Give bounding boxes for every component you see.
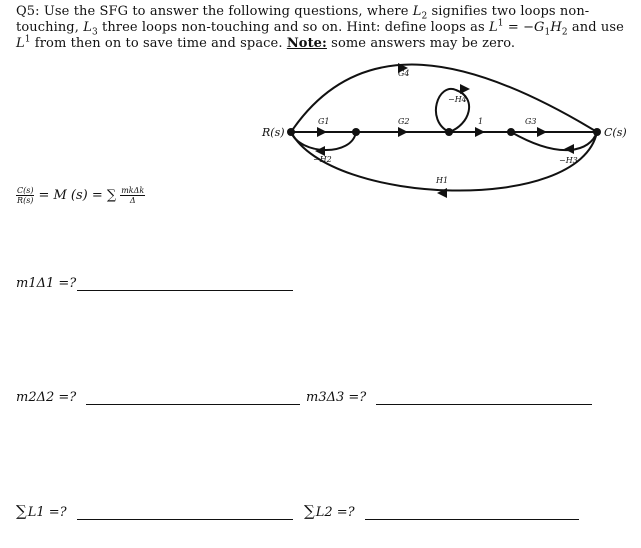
answer-sum-l1-label: L1 =?	[27, 505, 67, 520]
input-node-label: R(s)	[262, 126, 285, 139]
lhs-fraction	[16, 186, 34, 205]
question-mid2: three loops non-touching and so on. Hint: define loops as	[97, 20, 490, 35]
var-loop-def-eq: = −G	[503, 20, 545, 35]
question-prefix: Q5: Use the SFG to answer the following questions, where	[16, 4, 413, 19]
var-l3: L	[83, 20, 92, 35]
output-node-label: C(s)	[604, 126, 627, 139]
arrow-h3	[564, 144, 574, 154]
transfer-formula	[16, 186, 145, 205]
node-3	[445, 128, 453, 136]
note-label: Note:	[286, 36, 327, 51]
answer-m1-blank[interactable]	[77, 276, 293, 291]
edge-label-h2: −H2	[313, 155, 332, 164]
edge-label-g4: G4	[398, 69, 410, 78]
answer-m1	[16, 276, 293, 291]
answer-m2	[16, 390, 300, 405]
question-mid4: from then on to save time and space.	[30, 36, 287, 51]
edge-label-g2: G2	[398, 117, 410, 126]
var-l2: L	[412, 4, 422, 19]
arrow-h4	[460, 84, 470, 94]
answer-m3-label: m3Δ3 =?	[306, 390, 367, 405]
var-use-l: L	[16, 36, 25, 51]
node-2	[352, 128, 360, 136]
rhs-fraction	[120, 186, 145, 205]
answer-m2-blank[interactable]	[86, 390, 300, 405]
var-h: H	[550, 20, 562, 35]
answer-m1-label: m1Δ1 =?	[16, 276, 77, 291]
answer-m3-blank[interactable]	[376, 390, 592, 405]
edge-label-h3: −H3	[559, 156, 578, 165]
sigma-symbol: ∑	[304, 502, 315, 520]
lhs-denominator: R(s)	[17, 196, 34, 205]
question-mid1: signifies two loops non-touching,	[16, 4, 590, 35]
arrow-one	[475, 127, 485, 137]
rhs-numerator: mkΔk	[121, 186, 145, 195]
rhs-denominator: Δ	[129, 196, 136, 205]
sigma-symbol: ∑	[16, 502, 27, 520]
answer-sum-l2-label: L2 =?	[315, 505, 355, 520]
arrow-g2	[398, 127, 408, 137]
edge-label-one: 1	[478, 117, 484, 126]
edge-h3-path	[511, 132, 597, 150]
node-input	[287, 128, 295, 136]
question-mid3: and use	[567, 20, 624, 35]
node-4	[507, 128, 515, 136]
node-output	[593, 128, 601, 136]
var-g-sub: 1	[544, 27, 551, 38]
arrow-g1	[317, 127, 327, 137]
var-l2-sub: 2	[421, 11, 428, 22]
answer-sum-l2	[304, 502, 579, 520]
lhs-numerator: C(s)	[17, 186, 34, 195]
var-loop-def-sup: 1	[497, 18, 504, 29]
answer-sum-l1-blank[interactable]	[77, 505, 293, 520]
edge-g4-path	[291, 65, 597, 132]
note-text: some answers may be zero.	[326, 36, 516, 51]
edge-label-g1: G1	[318, 117, 330, 126]
answer-sum-l1	[16, 502, 293, 520]
formula-equals: = M (s) = ∑	[38, 188, 117, 203]
answer-m3	[306, 390, 592, 405]
answer-sum-l2-blank[interactable]	[365, 505, 579, 520]
answer-m2-label: m2Δ2 =?	[16, 390, 77, 405]
var-loop-def: L	[489, 20, 498, 35]
edge-label-h1: H1	[436, 176, 449, 185]
var-l3-sub: 3	[91, 27, 98, 38]
edge-label-h4: −H4	[448, 95, 467, 104]
arrow-g3	[537, 127, 547, 137]
edge-label-g3: G3	[525, 117, 537, 126]
var-h-sub: 2	[561, 27, 568, 38]
var-use-l-sup: 1	[24, 34, 31, 45]
